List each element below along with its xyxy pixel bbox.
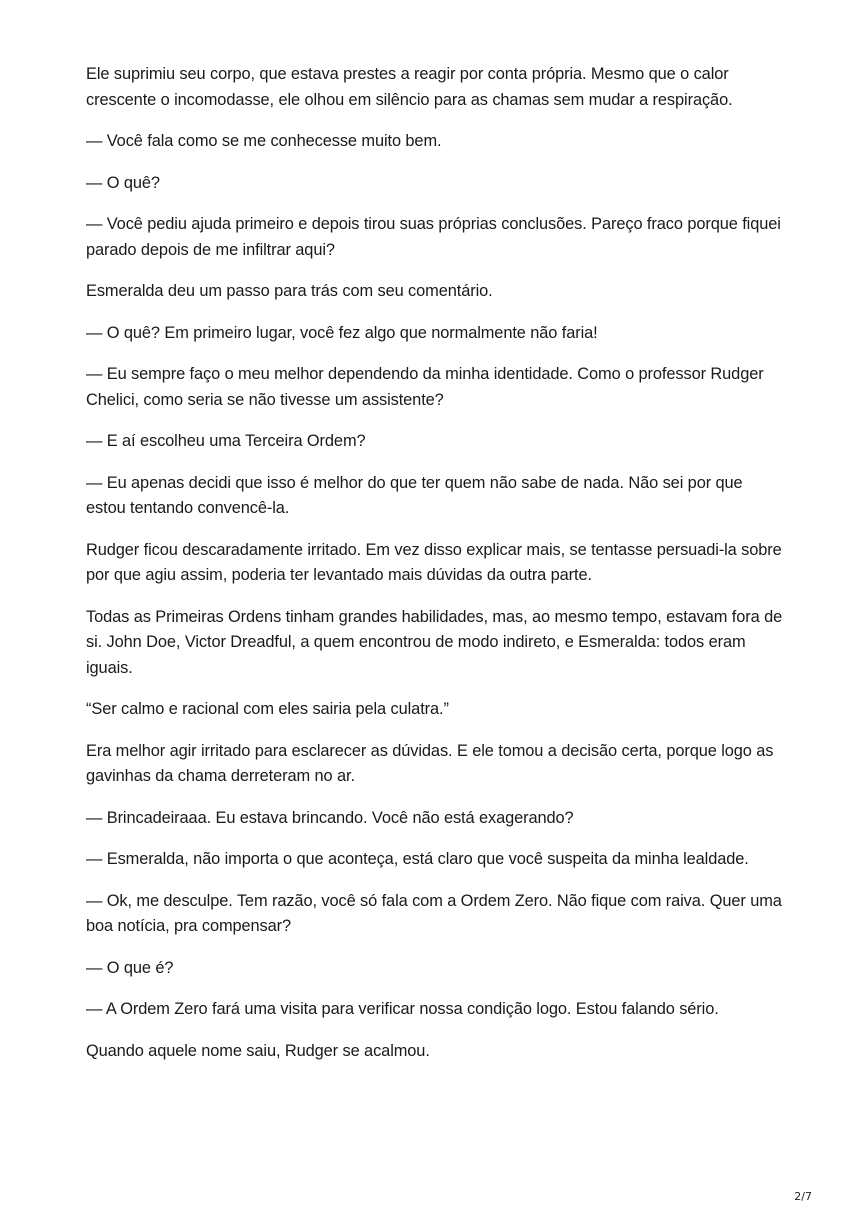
paragraph: Ele suprimiu seu corpo, que estava prestes a reagir por conta própria. Mesmo que o calor crescente o incomodasse, ele olhou em silêncio para as chamas sem mudar a respiração. (86, 65, 733, 109)
paragraph: — Você fala como se me conhecesse muito bem. (86, 132, 442, 150)
paragraph: — O quê? Em primeiro lugar, você fez algo que normalmente não faria! (86, 323, 598, 342)
paragraph: — A Ordem Zero fará uma visita para verificar nossa condição logo. Estou falando sério. (86, 1000, 719, 1018)
paragraph: Rudger ficou descaradamente irritado. Em vez disso explicar mais, se tentasse persuadi-la sobre por que agiu assim, poderia ter levantado mais dúvidas da outra parte. (86, 540, 782, 584)
paragraph: Todas as Primeiras Ordens tinham grandes habilidades, mas, ao mesmo tempo, estavam fora de si. John Doe, Victor Dreadful, a quem encontrou de modo indireto, e Esmeralda: todos eram iguais. (86, 607, 783, 677)
paragraph: Esmeralda deu um passo para trás com seu comentário. (86, 282, 493, 300)
paragraph: — Você pediu ajuda primeiro e depois tirou suas próprias conclusões. Pareço fraco porque fiquei parado depois de me infiltrar aqui? (86, 215, 781, 259)
paragraph: — Eu apenas decidi que isso é melhor do que ter quem não sabe de nada. Não sei por que estou tentando convencê-la. (86, 473, 743, 517)
paragraph: — Ok, me desculpe. Tem razão, você só fala com a Ordem Zero. Não fique com raiva. Quer uma boa notícia, pra compensar? (86, 891, 782, 935)
paragraph: — O que é? (86, 958, 174, 977)
paragraph: — Esmeralda, não importa o que aconteça, está claro que você suspeita da minha lealdade. (86, 850, 749, 868)
paragraph: — O quê? (86, 173, 160, 192)
paragraph: — Brincadeiraaa. Eu estava brincando. Você não está exagerando? (86, 808, 574, 827)
paragraph: Era melhor agir irritado para esclarecer as dúvidas. E ele tomou a decisão certa, porque logo as gavinhas da chama derreteram no ar. (86, 741, 774, 785)
paragraph: — Eu sempre faço o meu melhor dependendo da minha identidade. Como o professor Rudger Chelici, como seria se não tivesse um assistente? (86, 365, 764, 409)
paragraph: Quando aquele nome saiu, Rudger se acalmou. (86, 1041, 430, 1060)
document-body (86, 62, 786, 1080)
page-number: 2/7 (794, 1190, 812, 1203)
paragraph: — E aí escolheu uma Terceira Ordem? (86, 432, 366, 450)
paragraph: “Ser calmo e racional com eles sairia pela culatra.” (86, 700, 449, 718)
